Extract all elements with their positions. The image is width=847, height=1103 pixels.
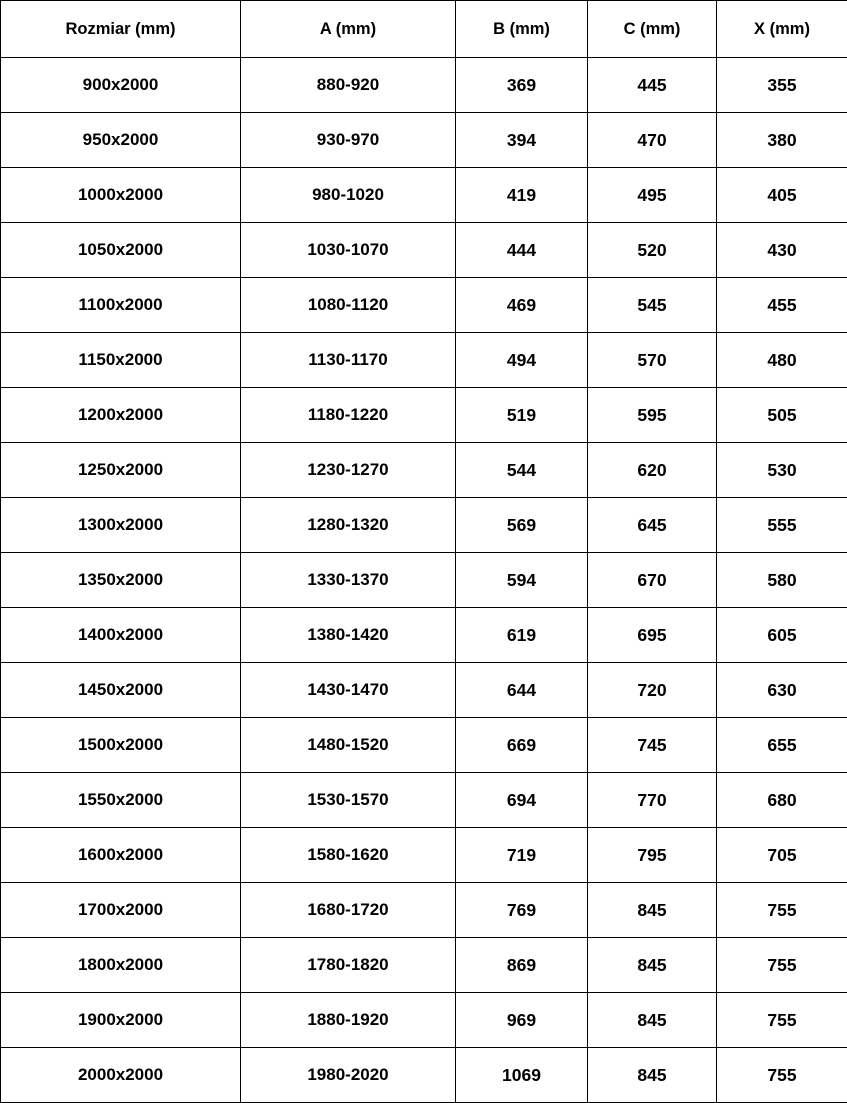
cell-b: 594: [456, 553, 588, 608]
cell-a: 1180-1220: [241, 388, 456, 443]
cell-a: 1230-1270: [241, 443, 456, 498]
cell-x: 355: [717, 58, 847, 113]
cell-a: 1530-1570: [241, 773, 456, 828]
column-header-x: X (mm): [717, 1, 847, 58]
cell-b: 419: [456, 168, 588, 223]
table-row: [1, 938, 847, 993]
table-row: [1, 333, 847, 388]
cell-a: 1430-1470: [241, 663, 456, 718]
cell-size: 1900x2000: [1, 993, 241, 1048]
cell-b: 969: [456, 993, 588, 1048]
cell-size: 1550x2000: [1, 773, 241, 828]
table-row: [1, 1048, 847, 1103]
cell-size: 1700x2000: [1, 883, 241, 938]
cell-size: 1050x2000: [1, 223, 241, 278]
cell-x: 455: [717, 278, 847, 333]
table-row: [1, 278, 847, 333]
cell-a: 1480-1520: [241, 718, 456, 773]
table-row: [1, 718, 847, 773]
cell-size: 1300x2000: [1, 498, 241, 553]
cell-a: 1380-1420: [241, 608, 456, 663]
cell-b: 469: [456, 278, 588, 333]
cell-c: 770: [588, 773, 717, 828]
cell-c: 470: [588, 113, 717, 168]
table-row: [1, 223, 847, 278]
cell-size: 1250x2000: [1, 443, 241, 498]
table-row: [1, 498, 847, 553]
table-row: [1, 993, 847, 1048]
cell-b: 369: [456, 58, 588, 113]
cell-b: 769: [456, 883, 588, 938]
cell-x: 655: [717, 718, 847, 773]
table-row: [1, 773, 847, 828]
cell-x: 580: [717, 553, 847, 608]
column-header-c: C (mm): [588, 1, 717, 58]
cell-a: 1130-1170: [241, 333, 456, 388]
cell-x: 755: [717, 883, 847, 938]
cell-size: 1500x2000: [1, 718, 241, 773]
table-body: [1, 58, 847, 1103]
cell-c: 670: [588, 553, 717, 608]
cell-c: 620: [588, 443, 717, 498]
cell-a: 1080-1120: [241, 278, 456, 333]
cell-a: 1030-1070: [241, 223, 456, 278]
cell-c: 845: [588, 1048, 717, 1103]
cell-c: 520: [588, 223, 717, 278]
cell-x: 605: [717, 608, 847, 663]
cell-a: 1780-1820: [241, 938, 456, 993]
cell-b: 1069: [456, 1048, 588, 1103]
cell-x: 755: [717, 1048, 847, 1103]
cell-c: 645: [588, 498, 717, 553]
table-row: [1, 553, 847, 608]
table-header: [1, 1, 847, 58]
cell-b: 494: [456, 333, 588, 388]
table-row: [1, 883, 847, 938]
cell-c: 445: [588, 58, 717, 113]
cell-a: 1680-1720: [241, 883, 456, 938]
cell-x: 680: [717, 773, 847, 828]
cell-size: 1400x2000: [1, 608, 241, 663]
cell-size: 1100x2000: [1, 278, 241, 333]
cell-c: 720: [588, 663, 717, 718]
cell-size: 1450x2000: [1, 663, 241, 718]
cell-x: 480: [717, 333, 847, 388]
cell-c: 845: [588, 993, 717, 1048]
cell-b: 644: [456, 663, 588, 718]
table-header-row: [1, 1, 847, 58]
cell-size: 900x2000: [1, 58, 241, 113]
cell-x: 630: [717, 663, 847, 718]
cell-size: 1350x2000: [1, 553, 241, 608]
cell-x: 380: [717, 113, 847, 168]
cell-a: 1980-2020: [241, 1048, 456, 1103]
cell-a: 1280-1320: [241, 498, 456, 553]
cell-c: 845: [588, 883, 717, 938]
table-row: [1, 608, 847, 663]
column-header-a: A (mm): [241, 1, 456, 58]
cell-size: 1150x2000: [1, 333, 241, 388]
cell-b: 394: [456, 113, 588, 168]
cell-a: 1580-1620: [241, 828, 456, 883]
cell-b: 444: [456, 223, 588, 278]
cell-size: 1200x2000: [1, 388, 241, 443]
table-row: [1, 113, 847, 168]
cell-b: 719: [456, 828, 588, 883]
cell-b: 869: [456, 938, 588, 993]
cell-size: 2000x2000: [1, 1048, 241, 1103]
table-row: [1, 388, 847, 443]
column-header-size: Rozmiar (mm): [1, 1, 241, 58]
column-header-b: B (mm): [456, 1, 588, 58]
cell-c: 570: [588, 333, 717, 388]
cell-x: 555: [717, 498, 847, 553]
cell-b: 569: [456, 498, 588, 553]
cell-c: 545: [588, 278, 717, 333]
cell-x: 505: [717, 388, 847, 443]
cell-c: 495: [588, 168, 717, 223]
cell-c: 745: [588, 718, 717, 773]
cell-x: 405: [717, 168, 847, 223]
cell-size: 950x2000: [1, 113, 241, 168]
cell-c: 845: [588, 938, 717, 993]
cell-size: 1800x2000: [1, 938, 241, 993]
cell-a: 880-920: [241, 58, 456, 113]
cell-b: 619: [456, 608, 588, 663]
cell-b: 694: [456, 773, 588, 828]
cell-x: 755: [717, 938, 847, 993]
cell-a: 1330-1370: [241, 553, 456, 608]
table-row: [1, 828, 847, 883]
table-row: [1, 58, 847, 113]
cell-a: 980-1020: [241, 168, 456, 223]
cell-b: 519: [456, 388, 588, 443]
cell-c: 795: [588, 828, 717, 883]
cell-x: 430: [717, 223, 847, 278]
cell-b: 544: [456, 443, 588, 498]
cell-size: 1600x2000: [1, 828, 241, 883]
cell-a: 1880-1920: [241, 993, 456, 1048]
cell-b: 669: [456, 718, 588, 773]
table-row: [1, 663, 847, 718]
cell-c: 695: [588, 608, 717, 663]
cell-size: 1000x2000: [1, 168, 241, 223]
table-row: [1, 443, 847, 498]
cell-x: 755: [717, 993, 847, 1048]
cell-a: 930-970: [241, 113, 456, 168]
cell-x: 705: [717, 828, 847, 883]
table-row: [1, 168, 847, 223]
cell-c: 595: [588, 388, 717, 443]
cell-x: 530: [717, 443, 847, 498]
